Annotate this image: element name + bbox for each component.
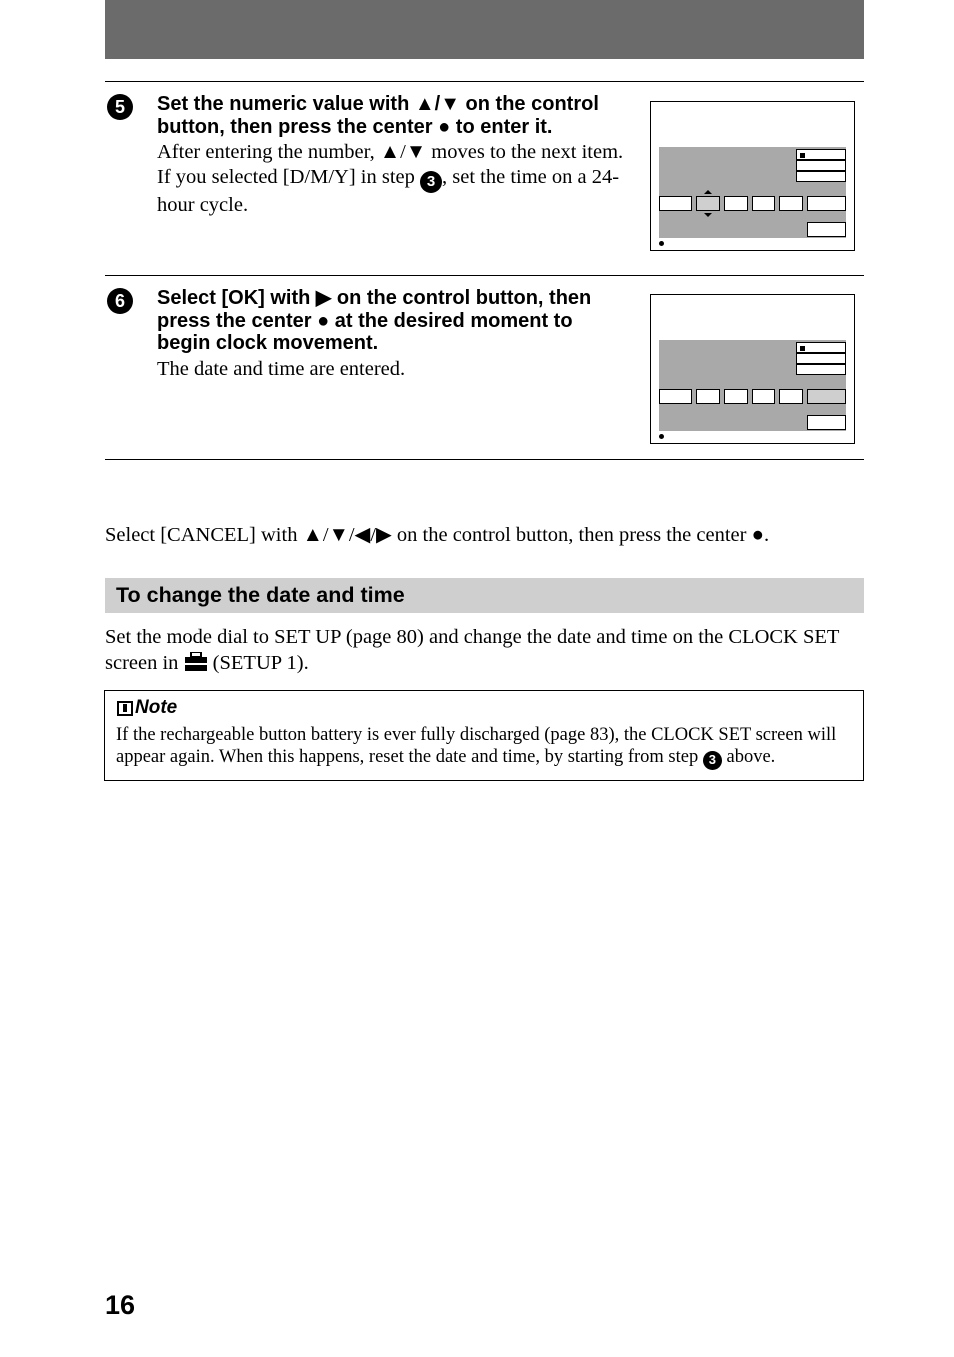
toolbox-icon [184,652,208,672]
clock-set-screen-step-6 [650,294,855,444]
step-5-body [157,140,627,218]
format-option-1 [796,149,846,160]
step-6-text [157,287,627,382]
step-ref-3-icon: 3 [420,171,442,193]
step-ref-3-icon: 3 [703,751,722,770]
selected-marker-icon [800,153,805,158]
bottom-step-rule [105,459,864,460]
note-title: Note [117,697,177,719]
format-option-2 [796,160,846,171]
lcd-panel [659,340,846,431]
top-rule [105,81,864,82]
hour-field [752,389,775,404]
minute-field [779,196,803,211]
step-5-title: Set the numeric value with ▲/▼ on the control button, then press the center ● to enter it. [157,93,599,138]
step-number-5: 5 [107,94,133,120]
bullet-icon [659,241,664,246]
format-option-3 [796,171,846,182]
step-5-text [157,93,627,218]
step-divider-rule [105,275,864,276]
step-number-6: 6 [107,288,133,314]
day-field [724,389,748,404]
minute-field [779,389,803,404]
bullet-icon [659,434,664,439]
step-6-body: The date and time are entered. [157,357,406,380]
clock-set-screen-step-5 [650,101,855,251]
header-bar [105,0,864,59]
section-header [105,578,864,613]
cancel-field [807,415,846,430]
ok-field [807,196,846,211]
selected-marker-icon [800,346,805,351]
format-option-1 [796,342,846,353]
page-number: 16 [105,1290,136,1320]
month-field [696,389,720,404]
down-arrow-icon [704,213,712,217]
cancel-instructions: Select [CANCEL] with ▲/▼/◀/▶ on the control button, then press the center ●. [105,524,770,546]
section-title: To change the date and time [116,583,405,607]
note-text: If the rechargeable button battery is ever fully discharged (page 83), the CLOCK SET screen will appear again. When this happens, reset the date and time, by starting from step 3 above. [116,724,858,770]
hour-field [752,196,775,211]
day-field [724,196,748,211]
month-field-selected [696,196,720,211]
lcd-panel [659,147,846,238]
year-field [659,389,692,404]
up-arrow-icon [704,190,712,194]
year-field [659,196,692,211]
step-5-body-line-2: If you selected [D/M/Y] in step 3 , set the time on a 24-hour cycle. [157,166,620,216]
note-warning-icon [117,701,133,716]
section-body: Set the mode dial to SET UP (page 80) and change the date and time on the CLOCK SET screen in (SETUP 1). [105,626,840,674]
format-option-3 [796,364,846,375]
step-6-title: Select [OK] with ▶ on the control button, then press the center ● at the desired moment to begin clock movement. [157,287,592,354]
format-option-2 [796,353,846,364]
ok-field-selected [807,389,846,404]
step-5-body-line-1: After entering the number, ▲/▼ moves to the next item. [157,141,624,163]
note-box [104,690,864,781]
cancel-field [807,222,846,237]
